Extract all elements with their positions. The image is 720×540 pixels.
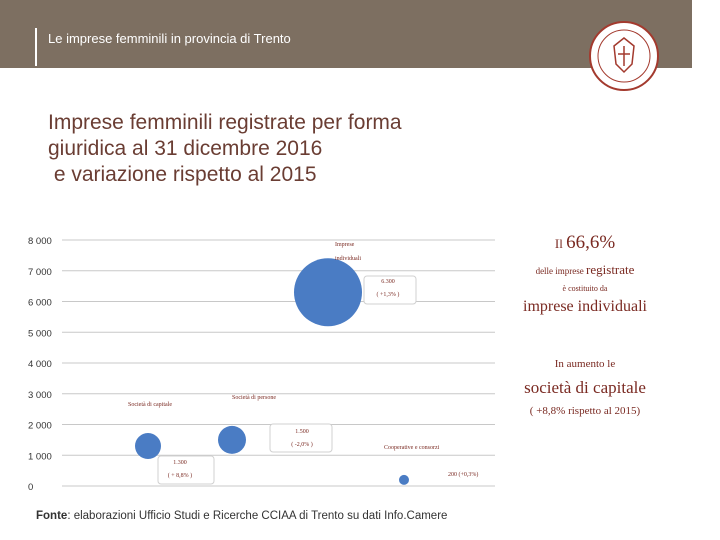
bubble-società-di-capitale <box>135 433 161 459</box>
callout-registered <box>500 262 670 278</box>
source-note <box>36 510 447 522</box>
data-label-value: 1.500 <box>295 429 309 435</box>
title-line-2: giuridica al 31 dicembre 2016 <box>48 137 323 160</box>
y-tick-label: 5 000 <box>28 328 52 340</box>
y-tick-label: 0 <box>28 482 34 493</box>
data-label-change: ( + 8,8% ) <box>167 473 193 479</box>
series-name-label: Società di capitale <box>128 402 172 408</box>
series-name-label: individuali <box>335 256 361 262</box>
bubble-imprese-individuali <box>294 258 362 326</box>
y-tick-label: 8 000 <box>28 236 52 247</box>
y-tick-label: 6 000 <box>28 297 52 309</box>
callout-individual: imprese individuali <box>523 298 647 315</box>
y-tick-label: 7 000 <box>28 266 52 278</box>
callout-capital: società di capitale <box>524 378 646 397</box>
series-name-label: Imprese <box>335 242 355 248</box>
series-name-label: Società di persone <box>232 395 276 401</box>
bubble-società-di-persone <box>218 426 246 454</box>
data-label-value: 200 (+0,3%) <box>448 472 479 478</box>
callout-registered-prefix: delle imprese <box>535 266 587 276</box>
callout-consists: è costituito da <box>562 284 608 293</box>
data-label-change: ( +1,3% ) <box>376 292 400 298</box>
title-line-3: e variazione rispetto al 2015 <box>48 163 317 186</box>
bubble-cooperative-e-consorzi <box>399 475 409 485</box>
y-tick-label: 1 000 <box>28 451 52 463</box>
y-tick-label: 4 000 <box>28 359 52 370</box>
y-tick-label: 3 000 <box>28 389 52 401</box>
header-title: Le imprese femminili in provincia di Trento <box>48 31 291 46</box>
data-label-change: ( -2,0% ) <box>291 442 313 448</box>
callout-registered-word: registrate <box>586 262 635 277</box>
title-line-1: Imprese femminili registrate per forma <box>48 111 402 134</box>
callout-share-prefix: Il <box>554 236 567 251</box>
callout-capital-change: ( +8,8% rispetto al 2015) <box>529 405 641 417</box>
callout-share-value: 66,6% <box>566 232 616 253</box>
source-text: : elaborazioni Ufficio Studi e Ricerche CCIAA di Trento su dati Info.Camere <box>67 510 448 522</box>
y-tick-label: 2 000 <box>28 420 52 432</box>
data-label-value: 6.300 <box>381 279 395 285</box>
data-label-value: 1.300 <box>173 460 187 466</box>
source-label: Fonte <box>36 510 68 522</box>
series-name-label: Cooperative e consorzi <box>384 445 440 451</box>
callout-share <box>500 232 670 254</box>
callout-increase: In aumento le <box>554 358 616 370</box>
